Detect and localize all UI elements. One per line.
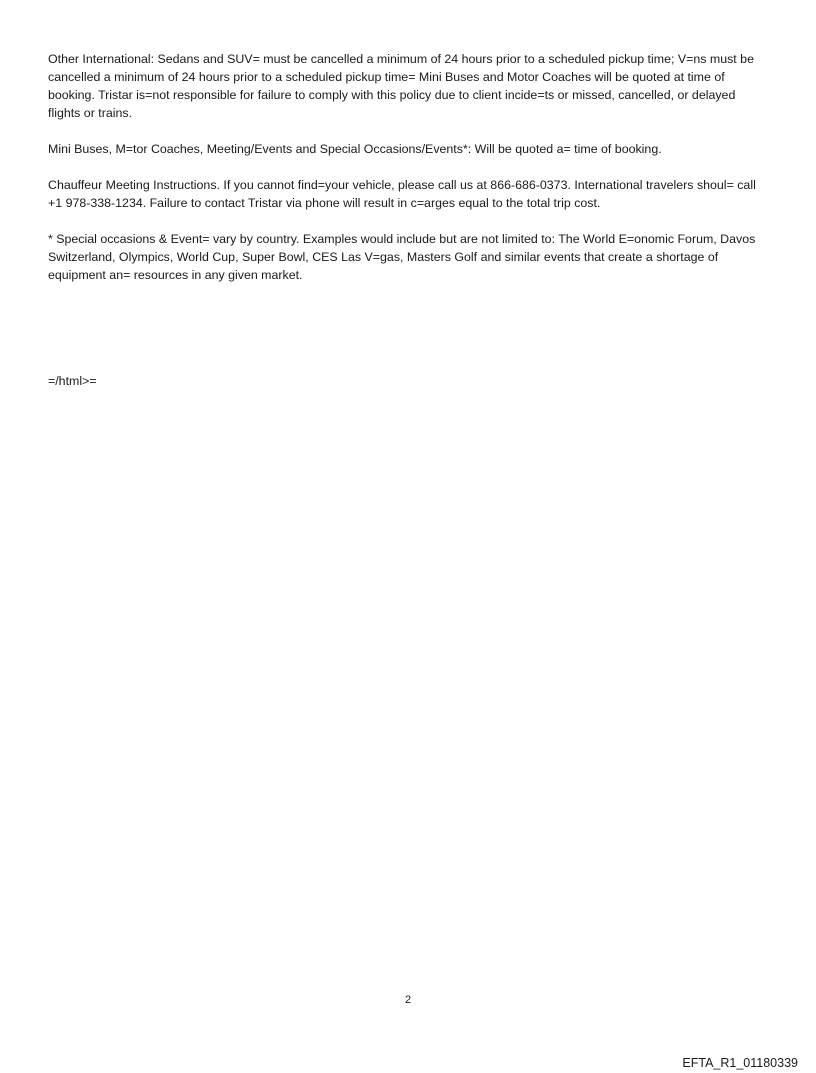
paragraph-other-international: Other International: Sedans and SUV= must be cancelled a minimum of 24 hours prior to a scheduled pickup time; V=ns must be cancelled a minimum of 24 hours prior to a scheduled pickup time= Mini Buses and Motor Coaches will be quoted at time of booking. Tristar is=not responsible for failure to comply with this policy due to client incide=ts or missed, cancelled, or delayed flights or trains. bbox=[48, 52, 754, 120]
document-body bbox=[48, 50, 770, 302]
paragraph-chauffeur-instructions: Chauffeur Meeting Instructions. If you cannot find=your vehicle, please call us at 866-686-0373. International travelers shoul= call +1 978-338-1234. Failure to contact Tristar via phone will result in c=arges equal to the total trip cost. bbox=[48, 178, 756, 210]
paragraph-mini-buses: Mini Buses, M=tor Coaches, Meeting/Events and Special Occasions/Events*: Will be quoted a= time of booking. bbox=[48, 142, 662, 156]
paragraph-special-occasions: * Special occasions & Event= vary by country. Examples would include but are not limited to: The World E=onomic Forum, Davos Switzerland, Olympics, World Cup, Super Bowl, CES Las V=gas, Masters Golf and similar events that create a shortage of equipment an= resources in any given market. bbox=[48, 232, 756, 282]
html-closing-tag-text: =/html>= bbox=[48, 374, 97, 388]
bates-number: EFTA_R1_01180339 bbox=[682, 1056, 798, 1070]
page-number: 2 bbox=[404, 994, 412, 1006]
